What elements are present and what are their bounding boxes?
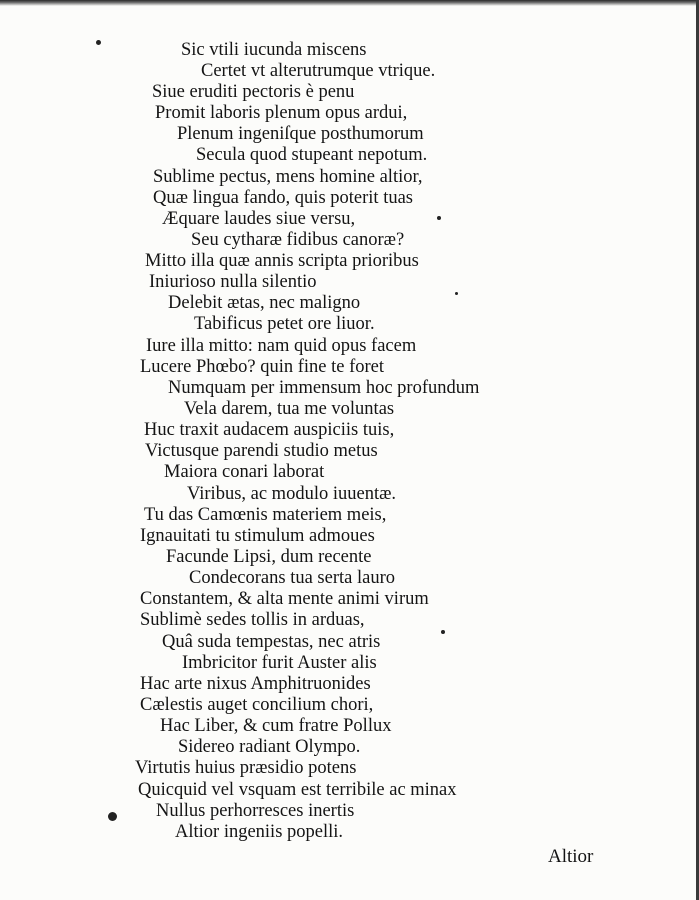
ink-speck: [108, 812, 117, 821]
poem-line: Victusque parendi studio metus: [145, 441, 378, 461]
poem-line: Sublimè sedes tollis in arduas,: [140, 610, 365, 630]
poem-line: Maiora conari laborat: [164, 462, 325, 482]
poem-line: Quæ lingua fando, quis poterit tuas: [153, 188, 413, 208]
poem-line: Virtutis huius præsidio potens: [135, 758, 357, 778]
poem-line: Tu das Camœnis materiem meis,: [144, 505, 387, 525]
poem-line: Imbricitor furit Auster alis: [182, 653, 377, 673]
poem-line: Hac Liber, & cum fratre Pollux: [160, 716, 392, 736]
poem-line: Mitto illa quæ annis scripta prioribus: [145, 251, 419, 271]
poem-line: Quâ suda tempestas, nec atris: [162, 632, 381, 652]
poem-line: Lucere Phœbo? quin fine te foret: [140, 357, 385, 377]
poem-line: Tabificus petet ore liuor.: [194, 314, 375, 334]
poem-line: Siue eruditi pectoris è penu: [152, 82, 355, 102]
poem-line: Condecorans tua serta lauro: [189, 568, 395, 588]
ink-speck: [455, 292, 458, 295]
poem-line: Ignauitati tu stimulum admoues: [140, 526, 375, 546]
poem-line: Quicquid vel vsquam est terribile ac minax: [138, 780, 457, 800]
poem-line: Secula quod stupeant nepotum.: [196, 145, 428, 165]
poem-line: Sublime pectus, mens homine altior,: [153, 167, 423, 187]
poem-line: Sidereo radiant Olympo.: [178, 737, 361, 757]
poem-line: Huc traxit audacem auspiciis tuis,: [144, 420, 395, 440]
poem-line: Promit laboris plenum opus ardui,: [155, 103, 408, 123]
poem-line: Numquam per immensum hoc profundum: [168, 378, 480, 398]
poem-line: Æquare laudes siue versu,: [162, 209, 356, 229]
ink-speck: [437, 216, 441, 220]
ink-speck: [441, 630, 445, 634]
poem-line: Iure illa mitto: nam quid opus facem: [146, 336, 417, 356]
page-top-edge: [0, 0, 699, 6]
ink-speck: [96, 40, 101, 45]
poem-line: Facunde Lipsi, dum recente: [166, 547, 372, 567]
poem-line: Cælestis auget concilium chori,: [140, 695, 374, 715]
poem-line: Certet vt alterutrumque vtrique.: [201, 61, 436, 81]
poem-line: Vela darem, tua me voluntas: [184, 399, 395, 419]
poem-line: Seu cytharæ fidibus canoræ?: [191, 230, 405, 250]
catchword: Altior: [548, 846, 594, 867]
poem-line: Constantem, & alta mente animi virum: [140, 589, 429, 609]
poem-line: Delebit ætas, nec maligno: [168, 293, 361, 313]
poem-line: Hac arte nixus Amphitruonides: [140, 674, 371, 694]
poem-line: Plenum ingeniſque posthumorum: [177, 124, 424, 144]
poem-line: Sic vtili iucunda miscens: [181, 40, 367, 60]
poem-line: Nullus perhorresces inertis: [156, 801, 355, 821]
poem-line: Iniurioso nulla silentio: [149, 272, 317, 292]
poem-line: Viribus, ac modulo iuuentæ.: [187, 484, 397, 504]
poem-line: Altior ingeniis popelli.: [175, 822, 344, 842]
